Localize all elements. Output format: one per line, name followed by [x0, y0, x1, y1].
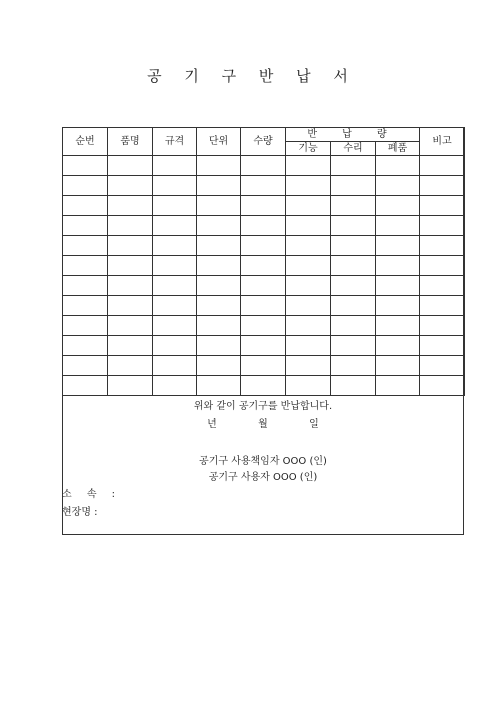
table-cell	[153, 296, 197, 316]
table-row	[63, 156, 465, 176]
user-signature: 공기구 사용자 OOO (인)	[208, 472, 318, 483]
table-cell	[108, 316, 153, 336]
table-row	[63, 196, 465, 216]
table-row	[63, 256, 465, 276]
table-cell	[286, 356, 331, 376]
table-cell	[376, 156, 420, 176]
table-row	[63, 376, 465, 396]
return-table	[62, 127, 465, 396]
table-cell	[153, 156, 197, 176]
table-cell	[286, 196, 331, 216]
table-cell	[331, 296, 376, 316]
table-cell	[153, 276, 197, 296]
table-cell	[286, 336, 331, 356]
header-item: 품명	[108, 128, 153, 156]
table-cell	[420, 356, 465, 376]
header-scrap: 폐품	[376, 142, 420, 156]
table-cell	[108, 256, 153, 276]
table-cell	[420, 256, 465, 276]
date-line	[63, 418, 463, 432]
table-cell	[420, 156, 465, 176]
table-cell	[420, 276, 465, 296]
table-cell	[286, 296, 331, 316]
table-cell	[63, 316, 108, 336]
table-cell	[108, 156, 153, 176]
table-cell	[241, 356, 286, 376]
table-cell	[420, 376, 465, 396]
table-cell	[420, 216, 465, 236]
table-cell	[286, 236, 331, 256]
table-cell	[286, 376, 331, 396]
table-cell	[331, 196, 376, 216]
table-cell	[63, 356, 108, 376]
table-cell	[241, 316, 286, 336]
table-cell	[420, 296, 465, 316]
table-cell	[197, 316, 241, 336]
table-cell	[376, 376, 420, 396]
header-repair: 수리	[331, 142, 376, 156]
table-cell	[331, 376, 376, 396]
table-cell	[108, 336, 153, 356]
table-cell	[63, 156, 108, 176]
table-cell	[286, 256, 331, 276]
table-cell	[108, 216, 153, 236]
table-cell	[376, 296, 420, 316]
table-cell	[197, 276, 241, 296]
header-function: 기능	[286, 142, 331, 156]
table-cell	[331, 236, 376, 256]
table-cell	[241, 296, 286, 316]
table-cell	[241, 376, 286, 396]
return-form	[62, 127, 464, 535]
table-cell	[241, 236, 286, 256]
table-cell	[420, 236, 465, 256]
table-cell	[241, 216, 286, 236]
table-cell	[197, 176, 241, 196]
table-row	[63, 336, 465, 356]
table-cell	[331, 336, 376, 356]
table-cell	[197, 156, 241, 176]
table-cell	[286, 276, 331, 296]
table-cell	[108, 296, 153, 316]
table-cell	[153, 216, 197, 236]
table-cell	[376, 276, 420, 296]
table-cell	[153, 356, 197, 376]
table-cell	[153, 236, 197, 256]
table-cell	[63, 376, 108, 396]
table-cell	[241, 276, 286, 296]
table-cell	[197, 356, 241, 376]
table-cell	[376, 336, 420, 356]
table-cell	[376, 256, 420, 276]
table-cell	[331, 316, 376, 336]
table-row	[63, 176, 465, 196]
header-unit: 단위	[197, 128, 241, 156]
table-cell	[197, 196, 241, 216]
header-row	[63, 128, 465, 142]
table-cell	[376, 356, 420, 376]
manager-signature: 공기구 사용책임자 OOO (인)	[199, 456, 327, 467]
table-cell	[108, 176, 153, 196]
table-cell	[331, 216, 376, 236]
table-cell	[63, 296, 108, 316]
table-cell	[331, 156, 376, 176]
site-label: 현장명 :	[62, 507, 98, 518]
table-cell	[376, 176, 420, 196]
table-cell	[63, 216, 108, 236]
table-cell	[241, 196, 286, 216]
table-cell	[153, 316, 197, 336]
table-cell	[197, 336, 241, 356]
affiliation-label: 소 속 :	[62, 489, 122, 500]
table-cell	[286, 176, 331, 196]
form-footer	[63, 400, 463, 534]
table-cell	[108, 276, 153, 296]
table-cell	[63, 336, 108, 356]
table-cell	[197, 216, 241, 236]
table-cell	[286, 216, 331, 236]
table-row	[63, 296, 465, 316]
table-cell	[197, 296, 241, 316]
table-cell	[63, 196, 108, 216]
table-cell	[241, 256, 286, 276]
table-cell	[108, 196, 153, 216]
table-cell	[197, 376, 241, 396]
table-cell	[331, 176, 376, 196]
table-cell	[420, 316, 465, 336]
table-cell	[376, 236, 420, 256]
table-cell	[153, 176, 197, 196]
table-cell	[63, 256, 108, 276]
table-cell	[197, 236, 241, 256]
table-cell	[108, 236, 153, 256]
table-cell	[153, 336, 197, 356]
table-cell	[241, 336, 286, 356]
document-title: 공 기 구 반 납 서	[147, 67, 357, 85]
table-cell	[108, 356, 153, 376]
date-month: 월	[258, 419, 268, 430]
header-seq: 순번	[63, 128, 108, 156]
header-spec: 규격	[153, 128, 197, 156]
table-cell	[63, 176, 108, 196]
table-cell	[376, 216, 420, 236]
table-cell	[420, 196, 465, 216]
table-cell	[286, 156, 331, 176]
table-cell	[63, 236, 108, 256]
table-row	[63, 236, 465, 256]
date-day: 일	[309, 419, 319, 430]
table-cell	[241, 156, 286, 176]
table-cell	[63, 276, 108, 296]
table-row	[63, 356, 465, 376]
table-cell	[286, 316, 331, 336]
table-cell	[241, 176, 286, 196]
return-statement: 위와 같이 공기구를 반납합니다.	[193, 401, 333, 412]
table-cell	[153, 376, 197, 396]
table-cell	[197, 256, 241, 276]
header-qty: 수량	[241, 128, 286, 156]
table-cell	[376, 196, 420, 216]
table-cell	[376, 316, 420, 336]
table-cell	[331, 276, 376, 296]
header-remark: 비고	[420, 128, 465, 156]
table-cell	[108, 376, 153, 396]
date-year: 년	[207, 419, 217, 430]
table-cell	[153, 256, 197, 276]
table-cell	[420, 176, 465, 196]
table-row	[63, 276, 465, 296]
table-cell	[331, 356, 376, 376]
table-row	[63, 316, 465, 336]
table-body	[63, 156, 465, 396]
header-return-qty: 반 납 량	[286, 128, 420, 142]
table-cell	[153, 196, 197, 216]
table-row	[63, 216, 465, 236]
table-cell	[331, 256, 376, 276]
table-cell	[420, 336, 465, 356]
